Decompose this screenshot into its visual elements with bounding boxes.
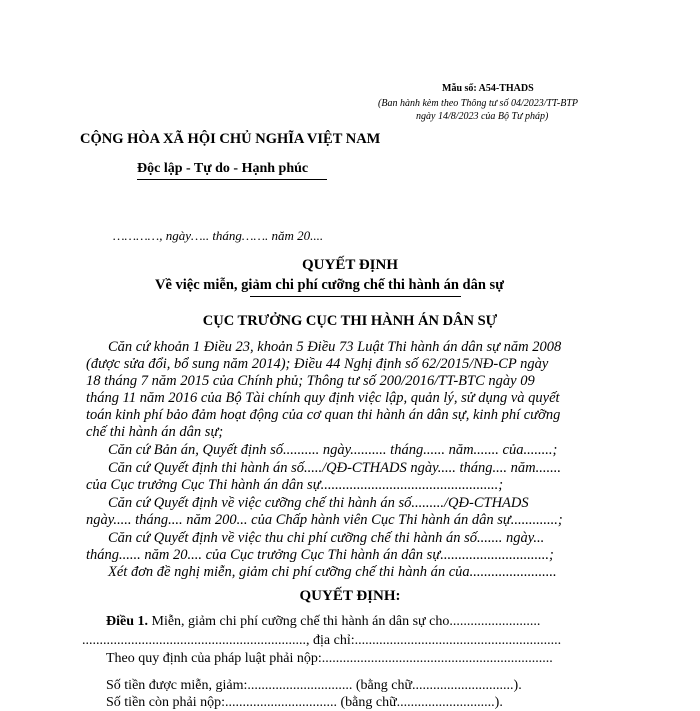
- article-1-text: Miễn, giảm chi phí cưỡng chế thi hành án dân sự cho..........................: [148, 614, 541, 629]
- motto-underline: [137, 179, 327, 180]
- dateline: …………, ngày….. tháng……. năm 20....: [113, 228, 324, 243]
- basis-line: toán kinh phí bảo đảm hoạt động của cơ quan thi hành án dân sự, kinh phí cưỡng: [86, 407, 561, 423]
- basis-line: tháng...... năm 20.... của Cục trưởng Cục Thi hành án dân sự..............................;: [86, 547, 554, 563]
- basis-line: chế thi hành án dân sự;: [86, 424, 224, 440]
- basis-line: (được sửa đổi, bổ sung năm 2014); Điều 44 Nghị định số 62/2015/NĐ-CP ngày: [86, 356, 549, 372]
- nation-heading: CỘNG HÒA XÃ HỘI CHỦ NGHĨA VIỆT NAM: [80, 131, 381, 147]
- article-1-line: [106, 613, 540, 630]
- subject-underline: [250, 296, 461, 297]
- basis-line: tháng 11 năm 2016 của Bộ Tài chính quy định việc lập, quản lý, sử dụng và quyết: [86, 390, 560, 406]
- basis-line: ngày..... tháng.... năm 200... của Chấp hành viên Cục Thi hành án dân sự.............;: [86, 512, 563, 528]
- basis-line: Căn cứ khoản 1 Điều 23, khoản 5 Điều 73 Luật Thi hành án dân sự năm 2008: [108, 339, 562, 355]
- basis-line: của Cục trưởng Cục Thi hành án dân sự.................................................;: [86, 477, 504, 493]
- document-subject: Về việc miễn, giảm chi phí cưỡng chế thi hành án dân sự: [155, 277, 504, 293]
- issuing-authority: CỤC TRƯỞNG CỤC THI HÀNH ÁN DÂN SỰ: [202, 313, 498, 329]
- form-code: Mẫu số: A54-THADS: [442, 83, 534, 94]
- article-1-line: Số tiền còn phải nộp:................................ (bằng chữ............................).: [106, 695, 503, 710]
- form-note-line2: ngày 14/8/2023 của Bộ Tư pháp): [416, 111, 549, 122]
- article-1-line: Theo quy định của pháp luật phải nộp:..................................................................: [106, 651, 553, 666]
- basis-line: Căn cứ Quyết định về việc thu chi phí cưỡng chế thi hành án số....... ngày...: [108, 530, 545, 546]
- decision-heading: QUYẾT ĐỊNH:: [299, 588, 401, 604]
- article-1-label: Điều 1.: [106, 614, 148, 629]
- article-1-line: Số tiền được miễn, giảm:.............................. (bằng chữ.............................).: [106, 678, 522, 693]
- article-1-line: ................................................................, địa chỉ:...........................................................: [82, 633, 562, 648]
- basis-line: 18 tháng 7 năm 2015 của Chính phủ; Thông tư số 200/2016/TT-BTC ngày 09: [86, 373, 535, 389]
- basis-line: Căn cứ Quyết định thi hành án số...../QĐ-CTHADS ngày..... tháng.... năm.......: [108, 460, 561, 476]
- form-note-line1: (Ban hành kèm theo Thông tư số 04/2023/TT-BTP: [378, 98, 578, 109]
- document-title: QUYẾT ĐỊNH: [302, 257, 398, 273]
- basis-line: Xét đơn đề nghị miễn, giảm chi phí cưỡng chế thi hành án của........................: [108, 564, 557, 580]
- basis-line: Căn cứ Quyết định về việc cưỡng chế thi hành án số........./QĐ-CTHADS: [108, 495, 529, 511]
- motto: Độc lập - Tự do - Hạnh phúc: [137, 161, 309, 176]
- basis-line: Căn cứ Bản án, Quyết định số.......... ngày.......... tháng...... năm....... của........;: [108, 442, 558, 458]
